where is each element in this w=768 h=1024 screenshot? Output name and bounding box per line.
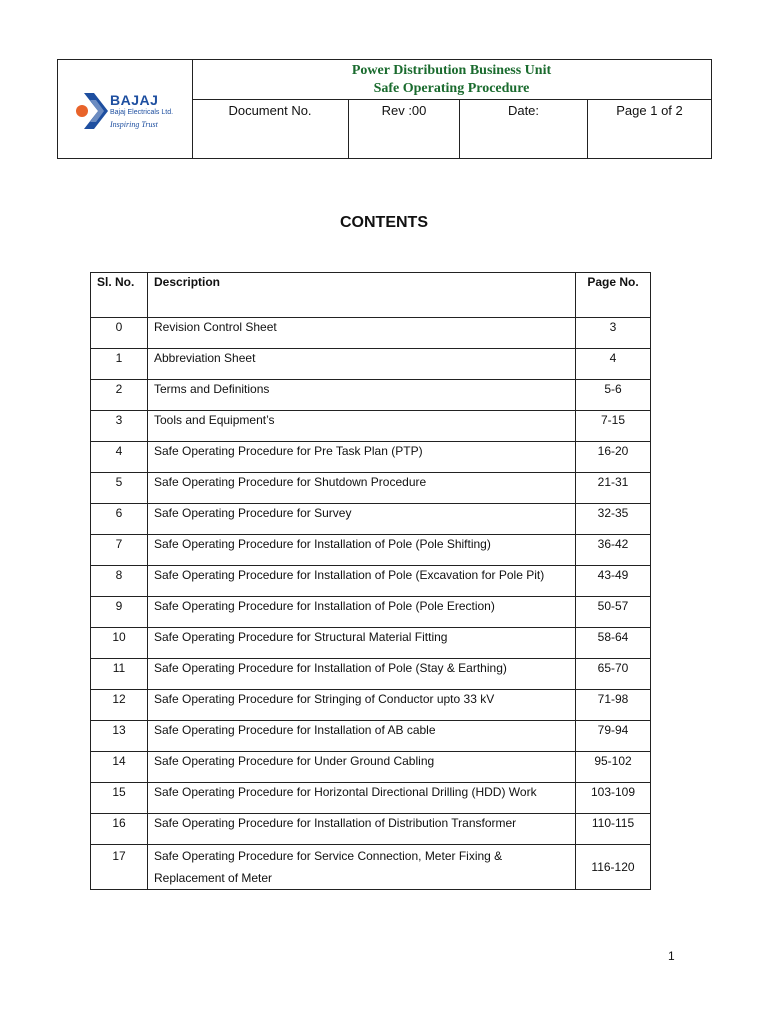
- description-cell: Safe Operating Procedure for Installation of Distribution Transformer: [148, 814, 576, 845]
- description-cell: Safe Operating Procedure for Installation of AB cable: [148, 721, 576, 752]
- description-cell: Safe Operating Procedure for Under Ground Cabling: [148, 752, 576, 783]
- page-cell: 43-49: [576, 566, 651, 597]
- page-cell: 95-102: [576, 752, 651, 783]
- table-row: [91, 783, 651, 814]
- sl-cell: 13: [91, 721, 148, 752]
- description-cell: Safe Operating Procedure for Installation of Pole (Excavation for Pole Pit): [148, 566, 576, 597]
- column-header-description: Description: [148, 273, 576, 318]
- page-cell: 71-98: [576, 690, 651, 721]
- page-cell: 36-42: [576, 535, 651, 566]
- page-cell: 58-64: [576, 628, 651, 659]
- table-row: [91, 659, 651, 690]
- page-cell: 103-109: [576, 783, 651, 814]
- sl-cell: 0: [91, 318, 148, 349]
- document-no-cell: Document No.: [192, 100, 349, 158]
- document-header: [57, 59, 712, 159]
- page-cell: Page 1 of 2: [616, 103, 683, 118]
- sl-cell: 8: [91, 566, 148, 597]
- table-row: [91, 349, 651, 380]
- page-cell: 7-15: [576, 411, 651, 442]
- sl-cell: 5: [91, 473, 148, 504]
- company-logo: [76, 90, 186, 140]
- page-cell: 4: [576, 349, 651, 380]
- date-cell: Date:: [460, 100, 588, 158]
- sl-cell: 7: [91, 535, 148, 566]
- table-body: [91, 318, 651, 890]
- description-cell: Safe Operating Procedure for Shutdown Procedure: [148, 473, 576, 504]
- page-cell: 5-6: [576, 380, 651, 411]
- description-cell: Safe Operating Procedure for Pre Task Plan (PTP): [148, 442, 576, 473]
- description-cell: Tools and Equipment’s: [148, 411, 576, 442]
- page-cell: 110-115: [576, 814, 651, 845]
- logo-tagline: Inspiring Trust: [110, 120, 158, 129]
- table-row: [91, 597, 651, 628]
- description-cell: Safe Operating Procedure for Stringing of Conductor upto 33 kV: [148, 690, 576, 721]
- table-row: [91, 566, 651, 597]
- header-title: [192, 60, 711, 100]
- sl-cell: 16: [91, 814, 148, 845]
- description-cell: Safe Operating Procedure for Installation of Pole (Stay & Earthing): [148, 659, 576, 690]
- table-row: [91, 504, 651, 535]
- sl-cell: 3: [91, 411, 148, 442]
- table-row: [91, 845, 651, 890]
- table-header-row: [91, 273, 651, 318]
- table-row: [91, 411, 651, 442]
- rev-cell: Rev :00: [349, 100, 460, 158]
- description-cell: Terms and Definitions: [148, 380, 576, 411]
- logo-cell: [58, 60, 193, 158]
- description-cell: Safe Operating Procedure for Service Connection, Meter Fixing & Replacement of Meter: [148, 845, 576, 890]
- table-row: [91, 628, 651, 659]
- sl-cell: 17: [91, 845, 148, 890]
- title-line-1: Power Distribution Business Unit: [351, 63, 552, 78]
- page-number: 1: [668, 949, 675, 963]
- description-cell: Safe Operating Procedure for Survey: [148, 504, 576, 535]
- page-cell: 16-20: [576, 442, 651, 473]
- sl-cell: 15: [91, 783, 148, 814]
- page-cell: 21-31: [576, 473, 651, 504]
- bajaj-logo-icon: [76, 90, 110, 132]
- contents-table: [90, 272, 651, 890]
- sl-cell: 6: [91, 504, 148, 535]
- sl-cell: 12: [91, 690, 148, 721]
- sl-cell: 9: [91, 597, 148, 628]
- page-cell: 116-120: [576, 845, 651, 890]
- table-row: [91, 690, 651, 721]
- sl-cell: 2: [91, 380, 148, 411]
- description-cell: Safe Operating Procedure for Installation of Pole (Pole Shifting): [148, 535, 576, 566]
- table-row: [91, 535, 651, 566]
- page-cell: 79-94: [576, 721, 651, 752]
- logo-brand: BAJAJ: [110, 92, 159, 108]
- page-cell: 32-35: [576, 504, 651, 535]
- page-cell: 65-70: [576, 659, 651, 690]
- column-header-sl: Sl. No.: [91, 273, 148, 318]
- table-row: [91, 473, 651, 504]
- description-cell: Safe Operating Procedure for Structural Material Fitting: [148, 628, 576, 659]
- description-cell: Abbreviation Sheet: [148, 349, 576, 380]
- sl-cell: 11: [91, 659, 148, 690]
- table-row: [91, 721, 651, 752]
- sl-cell: 4: [91, 442, 148, 473]
- table-row: [91, 380, 651, 411]
- logo-company: Bajaj Electricals Ltd.: [110, 109, 174, 116]
- column-header-page: Page No.: [576, 273, 651, 318]
- page-cell: 3: [576, 318, 651, 349]
- table-row: [91, 752, 651, 783]
- page-cell: 50-57: [576, 597, 651, 628]
- sl-cell: 1: [91, 349, 148, 380]
- sl-cell: 14: [91, 752, 148, 783]
- table-row: [91, 814, 651, 845]
- description-cell: Safe Operating Procedure for Installation of Pole (Pole Erection): [148, 597, 576, 628]
- description-cell: Safe Operating Procedure for Horizontal Directional Drilling (HDD) Work: [148, 783, 576, 814]
- contents-heading: CONTENTS: [340, 214, 428, 231]
- header-meta-row: [192, 100, 711, 158]
- table-row: [91, 442, 651, 473]
- description-cell: Revision Control Sheet: [148, 318, 576, 349]
- title-line-2: Safe Operating Procedure: [373, 81, 530, 96]
- sl-cell: 10: [91, 628, 148, 659]
- table-row: [91, 318, 651, 349]
